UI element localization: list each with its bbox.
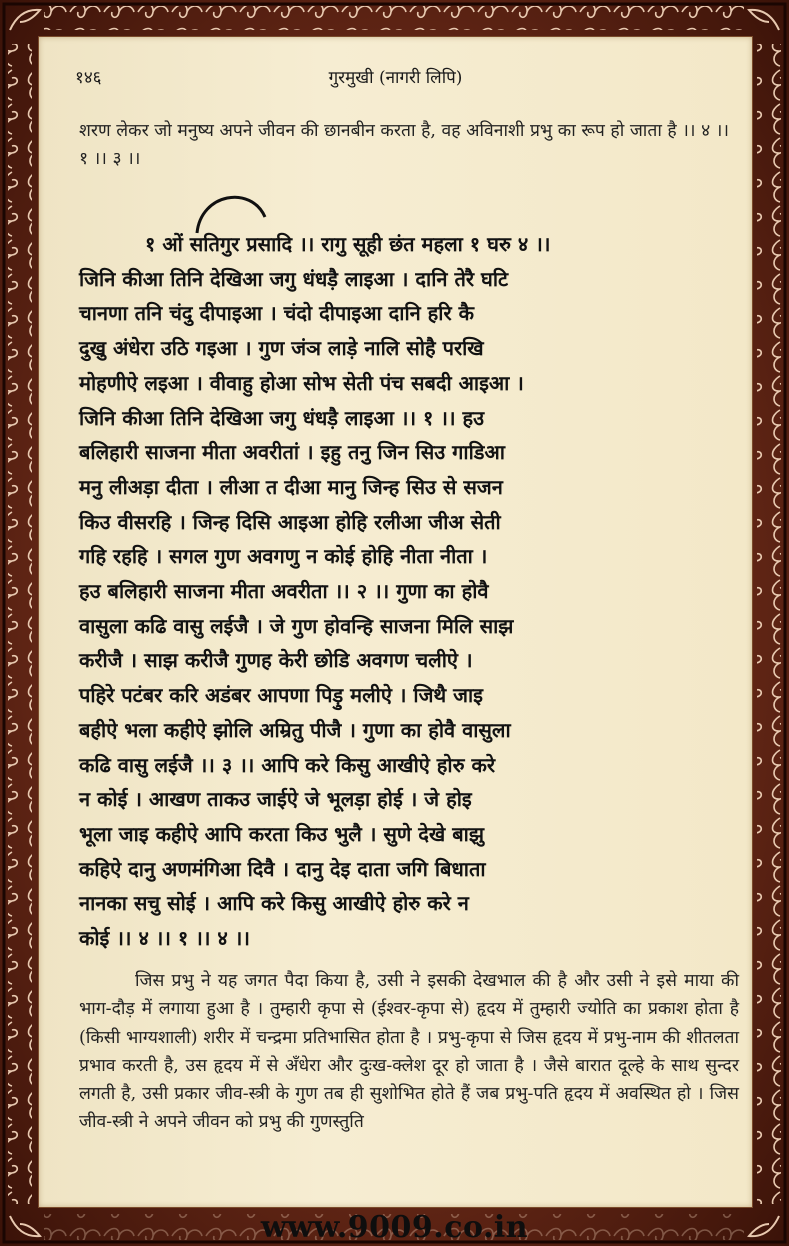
gurbani-line: कोई ।। ४ ।। १ ।। ४ ।।	[79, 926, 250, 951]
gurbani-line: चानणा तनि चंदु दीपाइआ । चंदो दीपाइआ दानि हरि कै	[79, 301, 474, 326]
website-link[interactable]: www.9009.co.in	[260, 1210, 529, 1245]
book-page	[38, 36, 753, 1208]
gurbani-line: गहि रहहि । सगल गुण अवगणु न कोई होहि नीता नीता ।	[79, 544, 488, 569]
gurbani-line: वासुला कढि वासु लईजै । जे गुण होवन्हि साजना मिलि साझ	[79, 613, 514, 638]
gurbani-line: जिनि कीआ तिनि देखिआ जगु धंधड़ै लाइआ ।। १ ।। हउ	[79, 405, 485, 430]
book-title: गुरमुखी (नागरी लिपि)	[328, 68, 463, 88]
gurbani-line: भूला जाइ कहीऐ आपि करता किउ भुलै । सुणे देखे बाझु	[79, 821, 484, 846]
gurbani-line: न कोई । आखण ताकउ जाईऐ जे भूलड़ा होई । जे होइ	[79, 787, 472, 812]
page-header	[39, 65, 752, 91]
gurbani-line: कहिऐ दानु अणमंगिआ दिवै । दानु देइ दाता जगि बिधाता	[79, 856, 486, 881]
gurbani-line: १ ओं सतिगुर प्रसादि ।। रागु सूही छंत महला १ घरु ४ ।।	[145, 232, 551, 256]
gurbani-line: पहिरे पटंबर करि अडंबर आपणा पिड़ु मलीऐ । जिथै जाइ	[79, 683, 484, 708]
gurbani-line: हउ बलिहारी साजना मीता अवरीता ।। २ ।। गुणा का होवै	[79, 579, 489, 604]
gurbani-line: किउ वीसरहि । जिन्ह दिसि आइआ होहि रलीआ जीअ सेती	[79, 509, 501, 534]
gurbani-line: जिनि कीआ तिनि देखिआ जगु धंधड़ै लाइआ । दानि तेरै घटि	[79, 266, 509, 291]
gurbani-line: मोहणीऐ लइआ । वीवाहु होआ सोभ सेती पंच सबदी आइआ ।	[79, 370, 524, 395]
gurbani-line: दुखु अंधेरा उठि गइआ । गुण जंञ लाड़े नालि सोहै परखि	[79, 336, 484, 361]
gurbani-line: नानका सचु सोई । आपि करे किसु आखीऐ होरु करे न	[79, 891, 469, 916]
gurbani-line: बहीऐ भला कहीऐ झोलि अम्रितु पीजै । गुणा का होवै वासुला	[79, 717, 511, 742]
page-number: १४६	[75, 68, 102, 88]
gurbani-line: बलिहारी साजना मीता अवरीतां । इहु तनु जिन सिउ गाडिआ	[79, 440, 505, 465]
gurbani-line: मनु लीअड़ा दीता । लीआ त दीआ मानु जिन्ह सिउ से सजन	[79, 474, 503, 499]
translation-paragraph: जिस प्रभु ने यह जगत पैदा किया है, उसी ने इसकी देखभाल की है और उसी ने इसे माया की भाग-दौड़ में लगाया हुआ है । तुम्हारी कृपा से (ईश्वर-कृपा से) हृदय में तुम्हारी ज्योति का प्रकाश होता है (किसी भाग्यशाली) शरीर में चन्द्रमा प्रतिभासित होता है । प्रभु-कृपा से जिस हृदय में प्रभु-नाम की शीतलता प्रभाव करती है, उस हृदय में से अँधेरा और दुःख-क्लेश दूर हो जाता है । जैसे बारात दूल्हे के साथ सुन्दर लगती है, उसी प्रकार जीव-स्त्री के गुण तब ही सुशोभित होते हैं जब प्रभु-पति हृदय में अवस्थित हो । जिस जीव-स्त्री ने अपने जीवन को प्रभु की गुणस्तुति	[79, 971, 739, 1133]
gurbani-line: करीजै । साझ करीजै गुणह केरी छोडि अवगण चलीऐ ।	[79, 648, 473, 673]
gurbani-line: कढि वासु लईजै ।। ३ ।। आपि करे किसु आखीऐ होरु करे	[79, 752, 496, 777]
intro-paragraph: शरण लेकर जो मनुष्य अपने जीवन की छानबीन करता है, वह अविनाशी प्रभु का रूप हो जाता है ।। ४ ।। १ ।। ३ ।।	[79, 121, 730, 169]
gurbani-text	[79, 227, 739, 956]
